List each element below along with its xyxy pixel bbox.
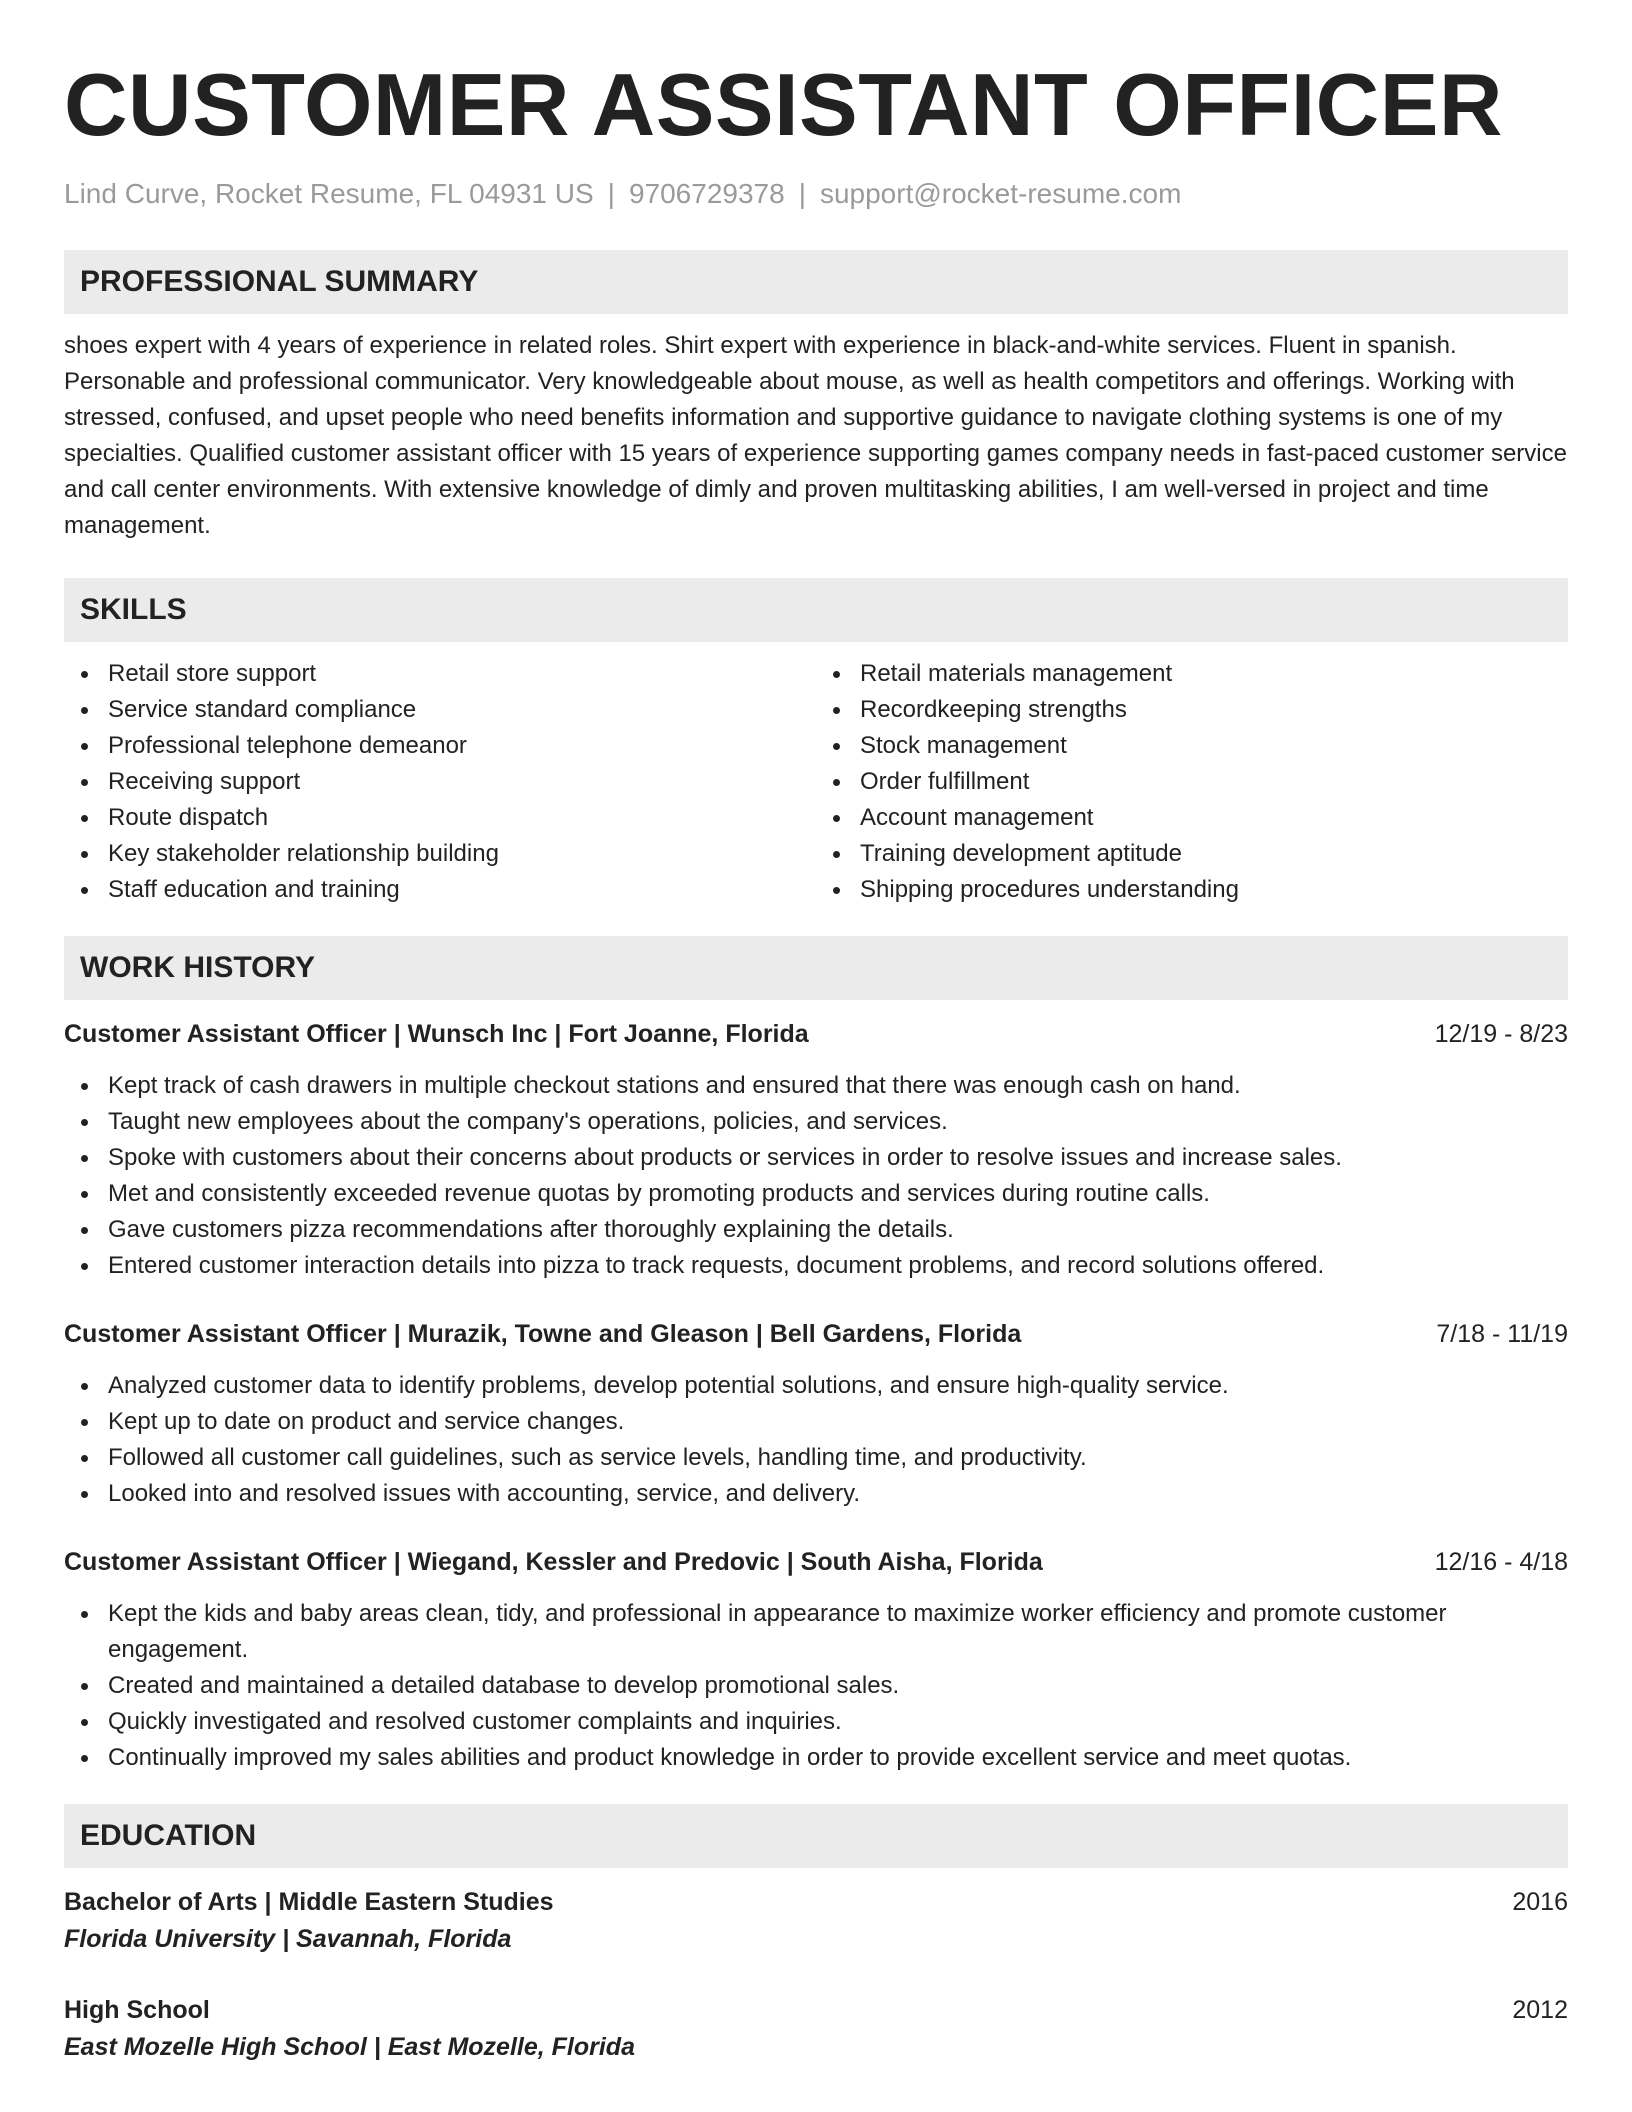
job-bullet: Followed all customer call guidelines, such as service levels, handling time, and productivity. xyxy=(64,1440,1568,1476)
job-bullet: Kept up to date on product and service changes. xyxy=(64,1404,1568,1440)
skills-column-left xyxy=(64,656,816,908)
job-bullets xyxy=(64,1368,1568,1512)
education-year: 2012 xyxy=(1512,1996,1568,2024)
skills-column-right xyxy=(816,656,1568,908)
job-bullets xyxy=(64,1068,1568,1284)
job-bullet: Analyzed customer data to identify problems, develop potential solutions, and ensure high-quality service. xyxy=(64,1368,1568,1404)
job-title: Customer Assistant Officer | Wunsch Inc | Fort Joanne, Florida xyxy=(64,1020,809,1048)
job-bullet: Continually improved my sales abilities and product knowledge in order to provide excellent service and meet quotas. xyxy=(64,1740,1568,1776)
skill-item: Staff education and training xyxy=(64,872,816,908)
job-bullet: Gave customers pizza recommendations after thoroughly explaining the details. xyxy=(64,1212,1568,1248)
job-entry xyxy=(64,1016,1568,1284)
job-entry xyxy=(64,1316,1568,1512)
job-bullet: Quickly investigated and resolved customer complaints and inquiries. xyxy=(64,1704,1568,1740)
job-dates: 12/19 - 8/23 xyxy=(1434,1020,1568,1048)
skills-list xyxy=(64,656,1568,908)
skill-item: Professional telephone demeanor xyxy=(64,728,816,764)
skill-item: Route dispatch xyxy=(64,800,816,836)
section-header-summary: PROFESSIONAL SUMMARY xyxy=(64,250,1568,314)
job-dates: 7/18 - 11/19 xyxy=(1436,1320,1568,1348)
job-title: Customer Assistant Officer | Murazik, Towne and Gleason | Bell Gardens, Florida xyxy=(64,1320,1022,1348)
job-header xyxy=(64,1544,1568,1580)
skill-item: Recordkeeping strengths xyxy=(816,692,1568,728)
job-title: Customer Assistant Officer | Wiegand, Kessler and Predovic | South Aisha, Florida xyxy=(64,1548,1043,1576)
section-header-work: WORK HISTORY xyxy=(64,936,1568,1000)
education-degree: High School xyxy=(64,1996,210,2024)
skill-item: Key stakeholder relationship building xyxy=(64,836,816,872)
education-degree: Bachelor of Arts | Middle Eastern Studies xyxy=(64,1888,554,1916)
job-bullet: Kept the kids and baby areas clean, tidy, and professional in appearance to maximize worker efficiency and promote customer engagement. xyxy=(64,1596,1568,1668)
skill-item: Retail materials management xyxy=(816,656,1568,692)
job-bullets xyxy=(64,1596,1568,1776)
job-bullet: Entered customer interaction details into pizza to track requests, document problems, and record solutions offered. xyxy=(64,1248,1568,1284)
education-header xyxy=(64,1992,1568,2028)
education-entry xyxy=(64,1884,1568,1958)
contact-separator: | xyxy=(607,178,615,209)
job-bullet: Taught new employees about the company's operations, policies, and services. xyxy=(64,1104,1568,1140)
skill-item: Order fulfillment xyxy=(816,764,1568,800)
job-header xyxy=(64,1016,1568,1052)
email-text: support@rocket-resume.com xyxy=(819,178,1182,209)
skill-item: Shipping procedures understanding xyxy=(816,872,1568,908)
education-year: 2016 xyxy=(1512,1888,1568,1916)
skill-item: Account management xyxy=(816,800,1568,836)
education-header xyxy=(64,1884,1568,1920)
job-dates: 12/16 - 4/18 xyxy=(1434,1548,1568,1576)
job-bullet: Looked into and resolved issues with accounting, service, and delivery. xyxy=(64,1476,1568,1512)
job-bullet: Kept track of cash drawers in multiple checkout stations and ensured that there was enough cash on hand. xyxy=(64,1068,1568,1104)
section-header-skills: SKILLS xyxy=(64,578,1568,642)
section-header-education: EDUCATION xyxy=(64,1804,1568,1868)
phone-text: 9706729378 xyxy=(628,178,785,209)
skill-item: Retail store support xyxy=(64,656,816,692)
education-school: East Mozelle High School | East Mozelle, Florida xyxy=(64,2033,635,2061)
summary-paragraph: shoes expert with 4 years of experience in related roles. Shirt expert with experience in black-and-white services. Fluent in spanish. Personable and professional communicator. Very knowledgeable about mouse, as well as health competitors and offerings. Working with stressed, confused, and upset people who need benefits information and supportive guidance to navigate clothing systems is one of my specialties. Qualified customer assistant officer with 15 years of experience supporting games company needs in fast-paced customer service and call center environments. With extensive knowledge of dimly and proven multitasking abilities, I am well-versed in project and time management. xyxy=(64,332,1567,539)
job-bullet: Spoke with customers about their concerns about products or services in order to resolve issues and increase sales. xyxy=(64,1140,1568,1176)
job-bullet: Met and consistently exceeded revenue quotas by promoting products and services during routine calls. xyxy=(64,1176,1568,1212)
skill-item: Service standard compliance xyxy=(64,692,816,728)
contact-line xyxy=(64,176,1568,212)
skill-item: Training development aptitude xyxy=(816,836,1568,872)
education-entry xyxy=(64,1992,1568,2066)
page-title: CUSTOMER ASSISTANT OFFICER xyxy=(64,55,1503,154)
job-bullet: Created and maintained a detailed database to develop promotional sales. xyxy=(64,1668,1568,1704)
education-school: Florida University | Savannah, Florida xyxy=(64,1925,512,1953)
job-entry xyxy=(64,1544,1568,1776)
address-text: Lind Curve, Rocket Resume, FL 04931 US xyxy=(64,178,594,209)
skill-item: Stock management xyxy=(816,728,1568,764)
contact-separator: | xyxy=(798,178,806,209)
skill-item: Receiving support xyxy=(64,764,816,800)
job-header xyxy=(64,1316,1568,1352)
